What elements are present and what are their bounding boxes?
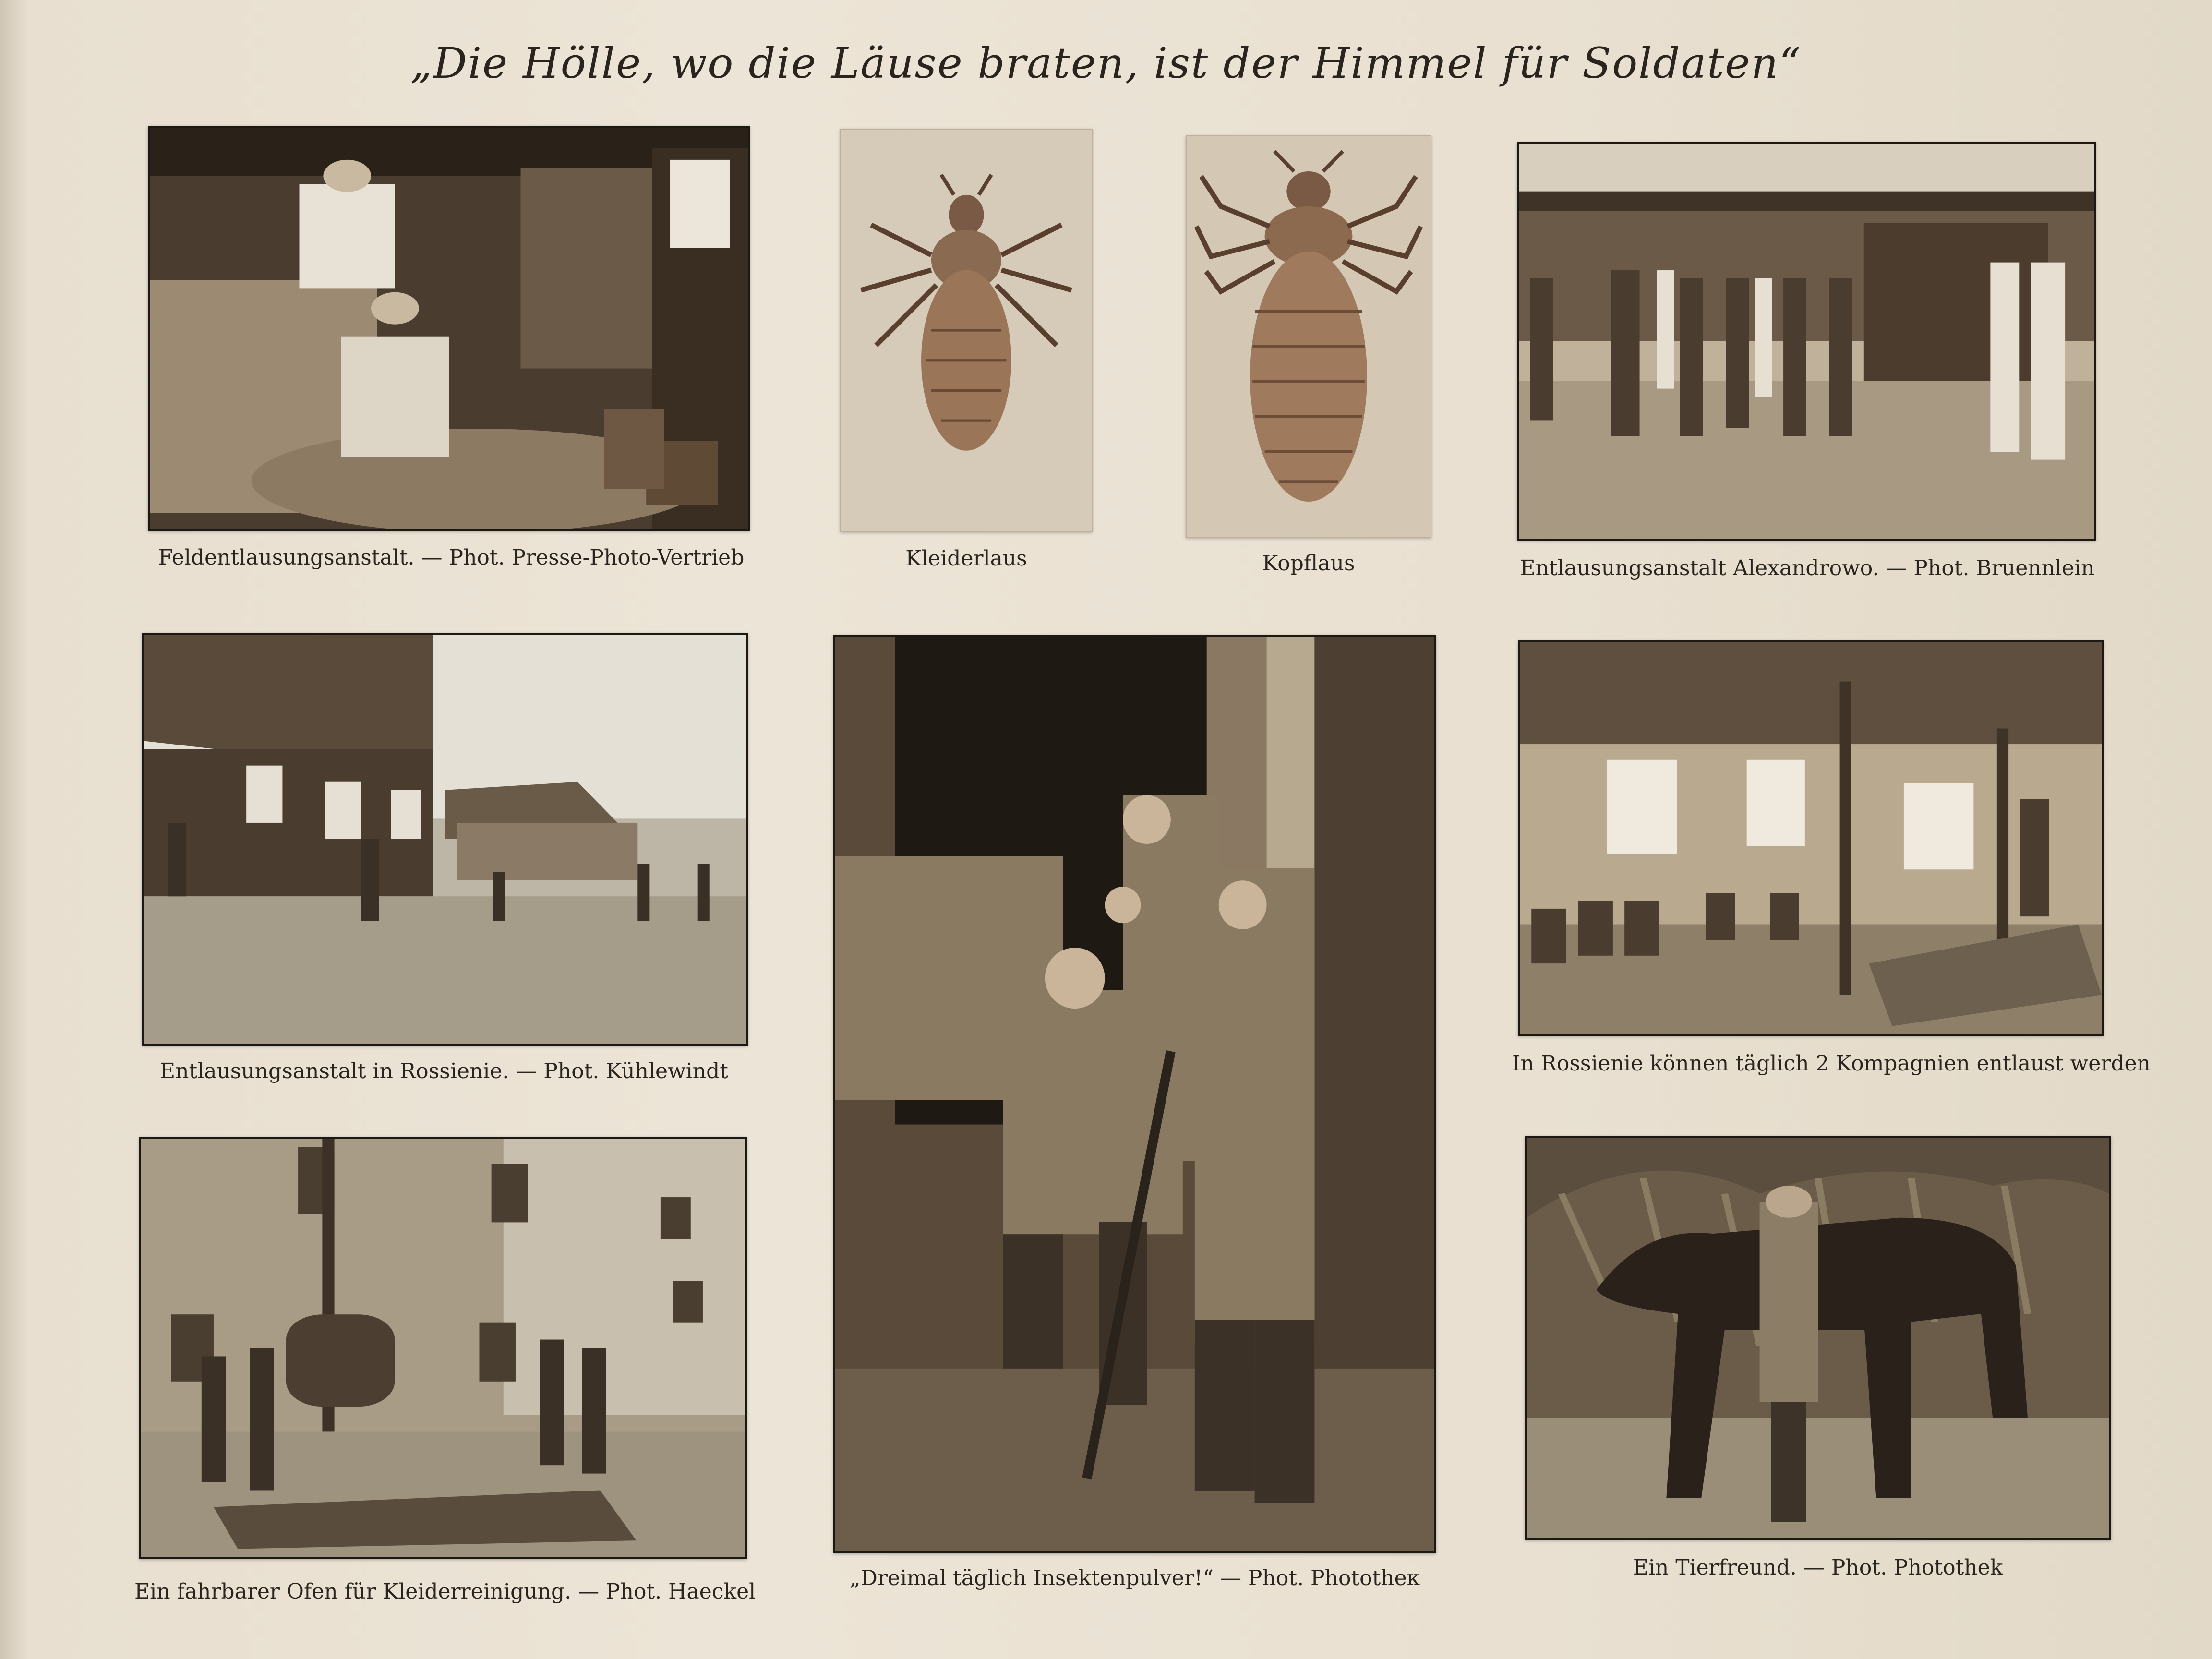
page-title: „Die Hölle, wo die Läuse braten, ist der Himmel für Soldaten“	[410, 38, 1802, 88]
caption-alexandrowo: Entlausungsanstalt Alexandrowo. — Phot. Bruennlein	[1520, 556, 2095, 580]
photo-tierfreund	[1525, 1136, 2111, 1540]
caption-ofen: Ein fahrbarer Ofen für Kleiderreinigung. — Phot. Haeckel	[134, 1579, 756, 1604]
caption-tierfreund: Ein Tierfreund. — Phot. Photothek	[1633, 1555, 2003, 1580]
photo-ofen	[139, 1137, 747, 1559]
photo-kopflaus	[1186, 135, 1431, 538]
caption-kleiderlaus: Kleiderlaus	[905, 546, 1027, 571]
photo-kleiderlaus	[840, 129, 1093, 532]
caption-rossienie: Entlausungsanstalt in Rossienie. — Phot. Kühlewindt	[160, 1059, 728, 1083]
photo-insektenpulver	[833, 635, 1436, 1553]
caption-insektenpulver: „Dreimal täglich Insektenpulver!“ — Phot. Phototheк	[849, 1566, 1420, 1590]
caption-kopflaus: Kopflaus	[1262, 551, 1355, 576]
photo-rossienie	[142, 633, 748, 1046]
photo-kompagnien	[1518, 640, 2104, 1036]
caption-feldentlausung: Feldentlausungsanstalt. — Phot. Presse-Photo-Vertrieb	[158, 545, 745, 570]
photo-alexandrowo	[1517, 142, 2096, 541]
caption-kompagnien: In Rossienie können täglich 2 Kompagnien entlaust werden	[1512, 1051, 2151, 1076]
photo-feldentlausung	[148, 126, 750, 531]
